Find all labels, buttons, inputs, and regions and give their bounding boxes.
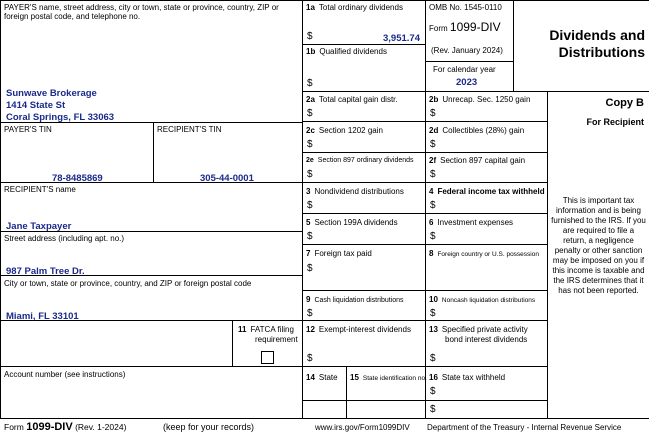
box-1a-label [306,3,403,12]
box-9-text: Cash liquidation distributions [314,297,404,304]
box-1a-value[interactable]: 3,951.74 [383,33,420,44]
box-1a-num: 1a [306,3,315,12]
border-top [0,0,649,1]
box-2f-label [429,156,525,165]
box-8-label [429,249,539,259]
footer-url[interactable]: www.irs.gov/Form1099DIV [315,423,410,432]
box-2a-text: Total capital gain distr. [318,95,398,104]
divider-fatca [232,320,233,366]
box-7-label [306,249,372,258]
omb-number: OMB No. 1545-0110 [429,3,502,12]
divider-right-col [547,91,548,419]
box-9-label [306,295,404,305]
divider-tins [153,122,154,182]
box-2e-num: 2e [306,157,314,164]
fatca-checkbox[interactable] [261,351,274,364]
box-3-text: Nondividend distributions [314,187,404,196]
box-1b-num: 1b [306,47,316,56]
box-1a-text: Total ordinary dividends [318,3,403,12]
recipient-city-label: City or town, state or province, country, and ZIP or foreign postal code [4,279,252,288]
calendar-year: 2023 [456,77,478,88]
box-4-text: Federal income tax withheld [437,187,545,196]
box-7-dollar: $ [307,263,313,274]
payer-name[interactable]: Sunwave Brokerage [6,88,97,99]
footer-keep: (keep for your records) [163,422,255,432]
for-recipient: For Recipient [586,117,644,127]
box-2e-dollar: $ [307,169,313,180]
footer-form-name: 1099-DIV [26,421,73,433]
box-1b-dollar: $ [307,78,313,89]
payer-label: PAYER'S name, street address, city or town, state or province, country, ZIP or foreign postal code, and telephone no. [4,3,279,21]
recipient-city[interactable]: Miami, FL 33101 [6,311,79,322]
payer-tin[interactable]: 78-8485869 [52,173,103,184]
rule-tins [0,182,302,183]
divider-left-col [302,0,303,419]
box-2d-num: 2d [429,126,439,135]
box-13-label [429,325,528,334]
box-2c-num: 2c [306,126,315,135]
box-2d-label [429,126,524,135]
box-9-num: 9 [306,295,311,304]
form-header [429,20,501,34]
rule-omb [425,61,513,62]
rule-14-split [302,400,547,401]
account-label: Account number (see instructions) [4,370,126,379]
box-6-label [429,218,513,227]
box-15-label [350,373,427,383]
rule-1a [302,44,425,45]
footer-form-word: Form [4,422,24,432]
box-2c-text: Section 1202 gain [318,126,383,135]
box-14-num: 14 [306,373,315,382]
payer-city[interactable]: Coral Springs, FL 33063 [6,112,115,123]
box-5-label [306,218,398,227]
box-12-label [306,325,411,334]
form-title-line-2: Distributions [558,44,645,60]
rule-12 [302,366,547,367]
footer-rev: (Rev. 1-2024) [75,422,127,432]
footer-form [4,421,126,433]
form-title-line-1: Dividends and [549,27,645,43]
border-left [0,0,1,419]
box-14-label [306,373,338,382]
box-4-num: 4 [429,187,434,196]
rule-5 [302,244,547,245]
form-rev: (Rev. January 2024) [431,46,503,55]
rule-9 [302,320,547,321]
box-2d-text: Collectibles (28%) gain [442,126,525,135]
box-2a-num: 2a [306,95,315,104]
box-2e-text: Section 897 ordinary dividends [317,157,414,164]
form-name: 1099-DIV [449,20,501,34]
rule-2c [302,152,547,153]
fatca-label [238,325,294,334]
box-8-num: 8 [429,249,434,258]
box-5-num: 5 [306,218,311,227]
box-1b-text: Qualified dividends [319,47,387,56]
box-2c-label [306,126,383,135]
box-13-dollar: $ [430,353,436,364]
recipient-street[interactable]: 987 Palm Tree Dr. [6,266,85,277]
payer-tin-label: PAYER'S TIN [4,125,52,134]
box-4-dollar: $ [430,200,436,211]
box-10-label [429,295,535,305]
box-3-dollar: $ [307,200,313,211]
box-5-dollar: $ [307,231,313,242]
box-14-text: State [318,373,338,382]
box-12-num: 12 [306,325,315,334]
box-10-text: Noncash liquidation distributions [441,297,536,304]
box-2c-dollar: $ [307,139,313,150]
border-bottom [0,418,649,419]
rule-7 [302,290,547,291]
box-12-dollar: $ [307,353,313,364]
box-12-text: Exempt-interest dividends [318,325,411,334]
box-1b-label [306,47,387,56]
box-2b-dollar: $ [430,108,436,119]
recipient-tin-label: RECIPIENT'S TIN [157,125,222,134]
box-13-num: 13 [429,325,438,334]
copy-b: Copy B [605,97,644,109]
box-15-num: 15 [350,373,359,382]
recipient-name-label: RECIPIENT'S name [4,185,76,194]
box-2d-dollar: $ [430,139,436,150]
rule-fatca [0,366,302,367]
box-3-label [306,187,404,196]
box-10-num: 10 [429,295,438,304]
form-title [517,27,645,61]
footer-dept: Department of the Treasury - Internal Revenue Service [427,423,622,432]
box-2f-text: Section 897 capital gain [440,156,526,165]
box-1a-dollar: $ [307,31,313,42]
box-2b-text: Unrecap. Sec. 1250 gain [442,95,531,104]
box-4-label [429,187,545,196]
box-7-num: 7 [306,249,311,258]
box-9-dollar: $ [307,308,313,319]
box-6-num: 6 [429,218,434,227]
box-13-text-1: Specified private activity [441,325,528,334]
box-16-label [429,373,505,382]
box-2b-num: 2b [429,95,439,104]
recipient-tin[interactable]: 305-44-0001 [200,173,254,184]
fatca-num: 11 [238,325,247,334]
box-8-text: Foreign country or U.S. possession [437,251,539,258]
fatca-label-1: FATCA filing [250,325,294,334]
box-5-text: Section 199A dividends [314,218,398,227]
rule-2a [302,121,547,122]
divider-14-15 [346,366,347,419]
box-16-dollar-2: $ [430,404,436,415]
rule-1b [302,91,649,92]
box-13-text-2: bond interest dividends [445,335,528,344]
box-16-dollar-1: $ [430,386,436,397]
box-7-text: Foreign tax paid [314,249,372,258]
box-6-text: Investment expenses [437,218,514,227]
box-16-num: 16 [429,373,438,382]
box-2e-label [306,156,414,165]
form-word: Form [429,24,448,33]
calendar-year-label: For calendar year [433,65,496,74]
box-2f-dollar: $ [430,169,436,180]
box-2b-label [429,95,530,104]
box-6-dollar: $ [430,231,436,242]
box-2f-num: 2f [429,156,437,165]
recipient-name[interactable]: Jane Taxpayer [6,221,72,232]
box-16-text: State tax withheld [441,373,506,382]
important-tax-notice: This is important tax information and is being furnished to the IRS. If you are required to file a return, a negligence penalty or other sanction may be imposed on you if this income is taxable and the IRS determines that it has not been reported. [551,196,646,295]
box-15-text: State identification no. [362,375,427,382]
recipient-street-label: Street address (including apt. no.) [4,234,125,243]
box-2a-label [306,95,398,104]
payer-street[interactable]: 1414 State St [6,100,66,111]
divider-title [513,0,514,91]
box-3-num: 3 [306,187,311,196]
box-10-dollar: $ [430,308,436,319]
fatca-label-2: requirement [255,335,298,344]
box-2a-dollar: $ [307,108,313,119]
